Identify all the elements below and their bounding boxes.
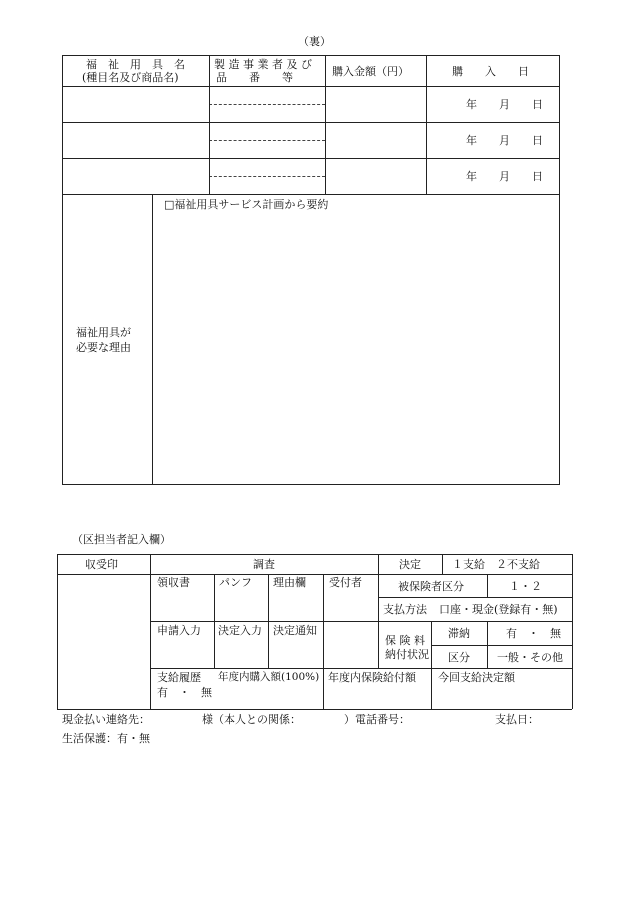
header-item-name-sub: (種目名及び商品名) xyxy=(82,71,179,84)
decision-notice-label: 決定通知 xyxy=(273,624,317,637)
welfare-label: 生活保護：有・無 xyxy=(62,732,150,745)
header-item-name: 福 祉 用 具 名 xyxy=(86,58,185,71)
decision-values: １支給 ２不支給 xyxy=(452,558,540,571)
decision-input-label: 決定入力 xyxy=(218,624,262,637)
pamphlet-label: パンフ xyxy=(219,576,252,589)
decision-label: 決定 xyxy=(399,558,421,571)
category-label: 区分 xyxy=(448,651,470,664)
header-price: 購入金額（円） xyxy=(332,65,409,78)
arrears-label: 滞納 xyxy=(448,627,470,640)
application-input-label: 申請入力 xyxy=(157,624,201,637)
payment-history-label: 支給履歴 xyxy=(157,671,201,684)
reason-label: 福祉用具が xyxy=(76,326,131,339)
payment-method-values: 口座・現金(登録有・無) xyxy=(439,603,558,616)
cash-contact-label: 現金払い連絡先： xyxy=(62,713,150,726)
reason-col-label: 理由欄 xyxy=(273,576,306,589)
annual-insurance-label: 年度内保険給付額 xyxy=(328,671,416,684)
premium-status-label: 保 険 料 xyxy=(385,634,425,647)
phone-label: ）電話番号： xyxy=(344,713,410,726)
service-plan-checkbox[interactable]: □福祉用具サービス計画から要約 xyxy=(164,198,329,211)
date-row-2: 年 月 日 xyxy=(466,134,543,147)
relationship-label: 様（本人との関係： xyxy=(202,713,301,726)
date-row-1: 年 月 日 xyxy=(466,98,543,111)
category-values: 一般・その他 xyxy=(497,651,563,664)
header-product-number: 品 番 等 xyxy=(216,71,293,84)
date-row-3: 年 月 日 xyxy=(466,170,543,183)
reason-label-2: 必要な理由 xyxy=(76,341,131,354)
survey-label: 調査 xyxy=(253,558,275,571)
arrears-values: 有 ・ 無 xyxy=(506,627,561,640)
header-manufacturer: 製 造 事 業 者 及 び xyxy=(214,58,312,71)
premium-status-label-2: 納付状況 xyxy=(385,648,429,661)
payment-method-label: 支払方法 xyxy=(383,603,427,616)
insured-category-values: １・２ xyxy=(509,580,542,593)
header-purchase-date: 購 入 日 xyxy=(452,65,529,78)
staff-section-title: （区担当者記入欄） xyxy=(72,533,171,546)
payment-date-label: 支払日： xyxy=(495,713,539,726)
annual-purchase-label: 年度内購入額(100%) xyxy=(218,671,320,683)
current-payment-label: 今回支給決定額 xyxy=(438,671,515,684)
page-side-label: （裏） xyxy=(298,35,331,48)
insured-category-label: 被保険者区分 xyxy=(398,580,464,593)
receipt-stamp-label: 収受印 xyxy=(85,558,118,571)
payment-history-values: 有 ・ 無 xyxy=(157,686,212,699)
receiver-label: 受付者 xyxy=(329,576,362,589)
receipt-doc-label: 領収書 xyxy=(157,576,190,589)
